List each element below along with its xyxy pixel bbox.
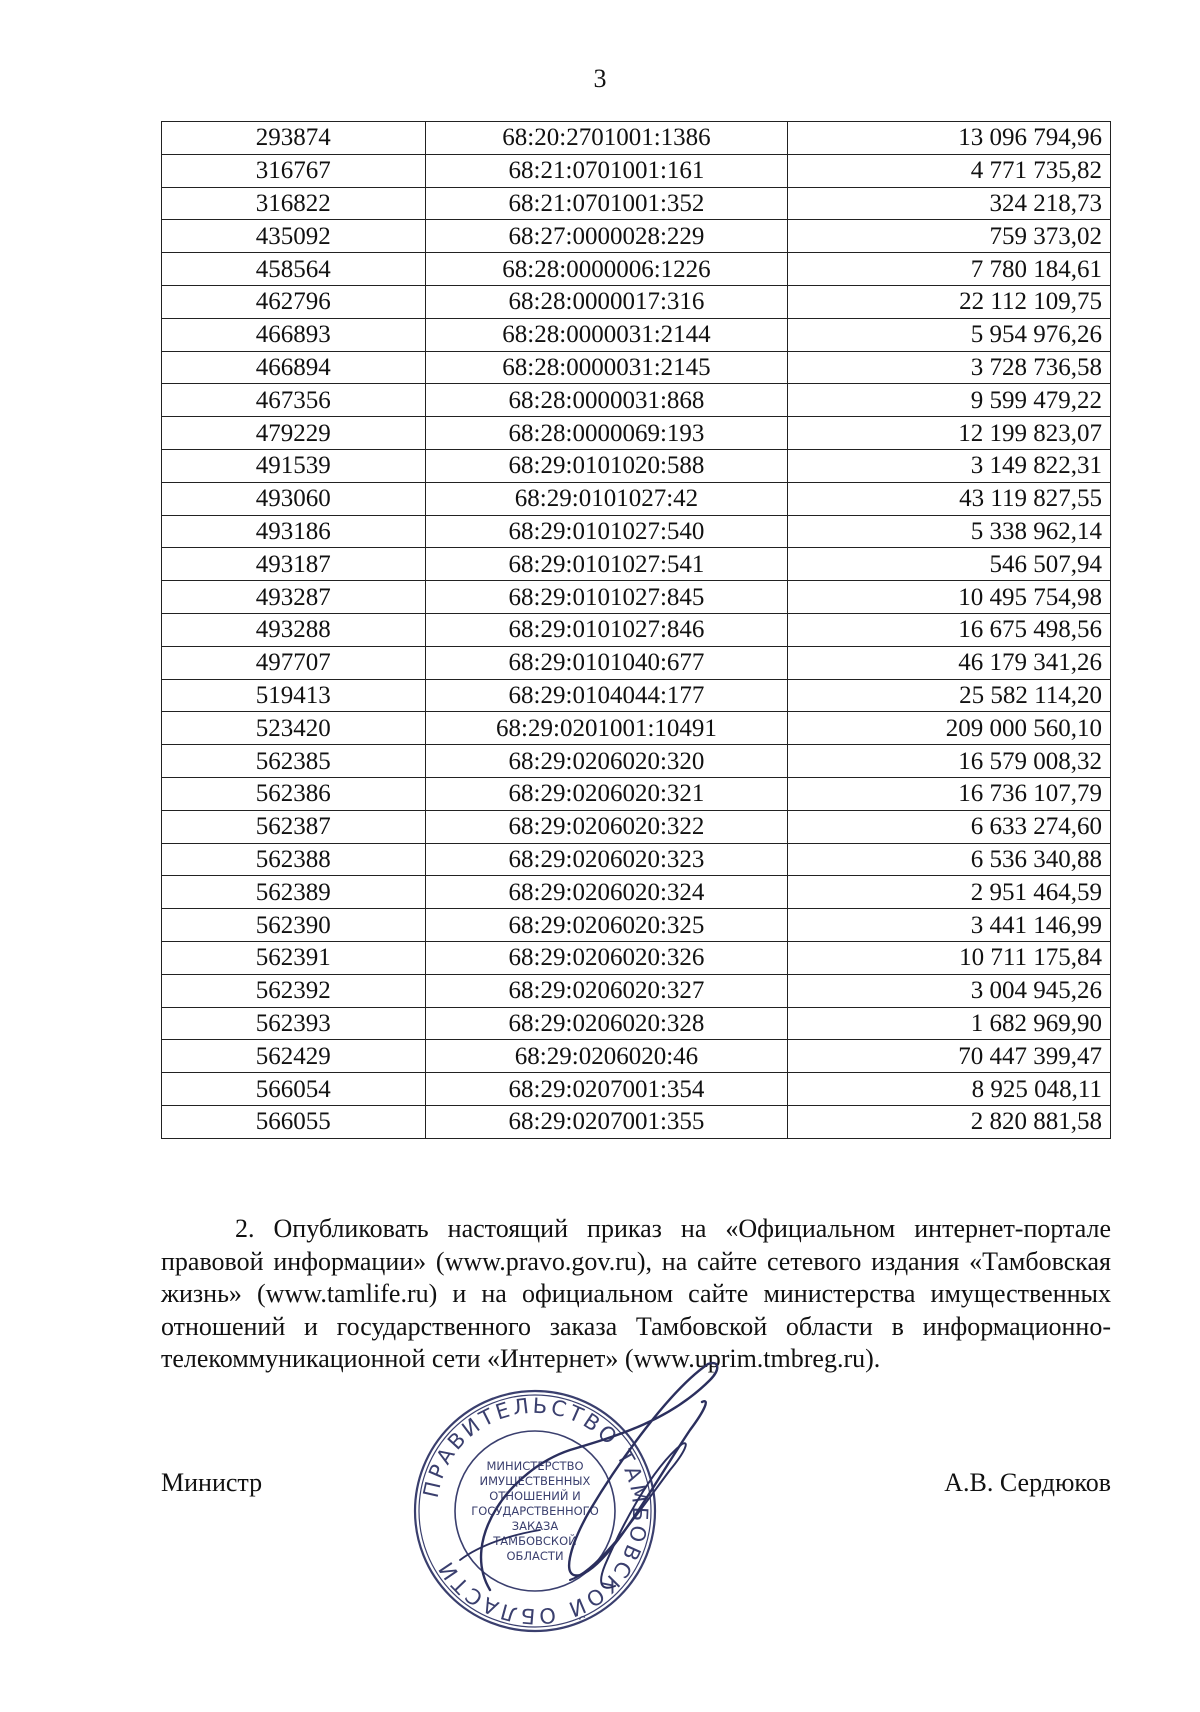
value-cell: 5 954 976,26 — [788, 318, 1111, 351]
seal-outer-text: ПРАВИТЕЛЬСТВО ТАМБОВСКОЙ ОБЛАСТИ — [418, 1393, 653, 1629]
table-row — [162, 581, 1111, 614]
seal-inner-line: ЗАКАЗА — [511, 1519, 559, 1533]
cadastral-number-cell: 68:28:0000017:316 — [425, 285, 788, 318]
table-row — [162, 220, 1111, 253]
table-row — [162, 909, 1111, 942]
object-id-cell: 493288 — [162, 613, 426, 646]
table-row — [162, 187, 1111, 220]
object-id-cell: 316822 — [162, 187, 426, 220]
seal-inner-line: ИМУЩЕСТВЕННЫХ — [479, 1474, 591, 1488]
cadastral-number-cell: 68:29:0101027:541 — [425, 548, 788, 581]
value-cell: 3 441 146,99 — [788, 909, 1111, 942]
seal-inner-line: ОТНОШЕНИЙ И — [489, 1489, 581, 1503]
object-id-cell: 458564 — [162, 253, 426, 286]
cadastral-number-cell: 68:27:0000028:229 — [425, 220, 788, 253]
table-row — [162, 154, 1111, 187]
table-row — [162, 384, 1111, 417]
table-row — [162, 318, 1111, 351]
object-id-cell: 466894 — [162, 351, 426, 384]
value-cell: 8 925 048,11 — [788, 1073, 1111, 1106]
cadastral-number-cell: 68:29:0101040:677 — [425, 646, 788, 679]
object-id-cell: 562388 — [162, 843, 426, 876]
object-id-cell: 493187 — [162, 548, 426, 581]
object-id-cell: 466893 — [162, 318, 426, 351]
object-id-cell: 293874 — [162, 122, 426, 155]
table-row — [162, 941, 1111, 974]
object-id-cell: 493060 — [162, 482, 426, 515]
seal-inner-line: ГОСУДАРСТВЕННОГО — [471, 1504, 599, 1518]
table-row — [162, 745, 1111, 778]
cadastral-number-cell: 68:28:0000031:2144 — [425, 318, 788, 351]
publication-paragraph: 2. Опубликовать настоящий приказ на «Официальном интернет-портале правовой информации» (www.pravo.gov.ru), на сайте сетевого издания «Тамбовская жизнь» (www.tamlife.ru) и на официальном сайте министерства имущественных отношений и государственного заказа Тамбовской области в информационно-телекоммуникационной сети «Интернет» (www.uprim.tmbreg.ru). — [161, 1214, 1111, 1373]
value-cell: 7 780 184,61 — [788, 253, 1111, 286]
table-row — [162, 843, 1111, 876]
handwritten-signature — [420, 1340, 780, 1640]
table-row — [162, 1007, 1111, 1040]
cadastral-number-cell: 68:28:0000031:868 — [425, 384, 788, 417]
value-cell: 16 579 008,32 — [788, 745, 1111, 778]
object-id-cell: 491539 — [162, 449, 426, 482]
table-row — [162, 548, 1111, 581]
value-cell: 3 004 945,26 — [788, 974, 1111, 1007]
table-row — [162, 417, 1111, 450]
table-row — [162, 646, 1111, 679]
object-id-cell: 562429 — [162, 1040, 426, 1073]
cadastral-number-cell: 68:29:0206020:322 — [425, 810, 788, 843]
object-id-cell: 493287 — [162, 581, 426, 614]
table-row — [162, 613, 1111, 646]
cadastral-number-cell: 68:29:0201001:10491 — [425, 712, 788, 745]
table-row — [162, 876, 1111, 909]
table-row — [162, 253, 1111, 286]
table-body — [162, 122, 1111, 1139]
cadastral-number-cell: 68:28:0000006:1226 — [425, 253, 788, 286]
cadastral-number-cell: 68:29:0101020:588 — [425, 449, 788, 482]
cadastral-number-cell: 68:29:0206020:321 — [425, 777, 788, 810]
cadastral-number-cell: 68:20:2701001:1386 — [425, 122, 788, 155]
object-id-cell: 493186 — [162, 515, 426, 548]
table-row — [162, 482, 1111, 515]
object-id-cell: 519413 — [162, 679, 426, 712]
cadastral-number-cell: 68:29:0206020:327 — [425, 974, 788, 1007]
object-id-cell: 566055 — [162, 1105, 426, 1138]
cadastral-number-cell: 68:29:0101027:42 — [425, 482, 788, 515]
object-id-cell: 462796 — [162, 285, 426, 318]
table-row — [162, 679, 1111, 712]
table-row — [162, 810, 1111, 843]
value-cell: 324 218,73 — [788, 187, 1111, 220]
object-id-cell: 467356 — [162, 384, 426, 417]
value-cell: 3 149 822,31 — [788, 449, 1111, 482]
value-cell: 13 096 794,96 — [788, 122, 1111, 155]
value-cell: 6 536 340,88 — [788, 843, 1111, 876]
table-row — [162, 285, 1111, 318]
object-id-cell: 562386 — [162, 777, 426, 810]
cadastral-table — [161, 121, 1111, 1139]
object-id-cell: 497707 — [162, 646, 426, 679]
value-cell: 10 495 754,98 — [788, 581, 1111, 614]
value-cell: 46 179 341,26 — [788, 646, 1111, 679]
value-cell: 22 112 109,75 — [788, 285, 1111, 318]
object-id-cell: 562389 — [162, 876, 426, 909]
seal-inner-line: МИНИСТЕРСТВО — [486, 1459, 584, 1473]
cadastral-number-cell: 68:29:0206020:328 — [425, 1007, 788, 1040]
value-cell: 10 711 175,84 — [788, 941, 1111, 974]
cadastral-number-cell: 68:21:0701001:352 — [425, 187, 788, 220]
cadastral-number-cell: 68:29:0207001:354 — [425, 1073, 788, 1106]
table-row — [162, 1040, 1111, 1073]
value-cell: 546 507,94 — [788, 548, 1111, 581]
object-id-cell: 562387 — [162, 810, 426, 843]
seal-inner-line: ОБЛАСТИ — [506, 1549, 564, 1563]
object-id-cell: 316767 — [162, 154, 426, 187]
value-cell: 12 199 823,07 — [788, 417, 1111, 450]
table-row — [162, 449, 1111, 482]
cadastral-number-cell: 68:29:0206020:320 — [425, 745, 788, 778]
page-number: 3 — [593, 64, 607, 93]
table-row — [162, 515, 1111, 548]
cadastral-number-cell: 68:29:0104044:177 — [425, 679, 788, 712]
value-cell: 2 951 464,59 — [788, 876, 1111, 909]
object-id-cell: 562390 — [162, 909, 426, 942]
cadastral-number-cell: 68:29:0101027:540 — [425, 515, 788, 548]
value-cell: 9 599 479,22 — [788, 384, 1111, 417]
seal-inner-line: ТАМБОВСКОЙ — [493, 1534, 577, 1548]
object-id-cell: 562392 — [162, 974, 426, 1007]
object-id-cell: 523420 — [162, 712, 426, 745]
value-cell: 4 771 735,82 — [788, 154, 1111, 187]
cadastral-number-cell: 68:29:0206020:326 — [425, 941, 788, 974]
value-cell: 209 000 560,10 — [788, 712, 1111, 745]
value-cell: 1 682 969,90 — [788, 1007, 1111, 1040]
value-cell: 43 119 827,55 — [788, 482, 1111, 515]
cadastral-number-cell: 68:29:0207001:355 — [425, 1105, 788, 1138]
cadastral-number-cell: 68:29:0206020:323 — [425, 843, 788, 876]
value-cell: 25 582 114,20 — [788, 679, 1111, 712]
object-id-cell: 479229 — [162, 417, 426, 450]
value-cell: 759 373,02 — [788, 220, 1111, 253]
table-row — [162, 1073, 1111, 1106]
table-row — [162, 712, 1111, 745]
cadastral-number-cell: 68:29:0206020:324 — [425, 876, 788, 909]
object-id-cell: 562393 — [162, 1007, 426, 1040]
object-id-cell: 566054 — [162, 1073, 426, 1106]
cadastral-number-cell: 68:28:0000031:2145 — [425, 351, 788, 384]
value-cell: 70 447 399,47 — [788, 1040, 1111, 1073]
table-row — [162, 777, 1111, 810]
value-cell: 16 675 498,56 — [788, 613, 1111, 646]
value-cell: 3 728 736,58 — [788, 351, 1111, 384]
table-row — [162, 351, 1111, 384]
cadastral-number-cell: 68:21:0701001:161 — [425, 154, 788, 187]
cadastral-number-cell: 68:29:0206020:46 — [425, 1040, 788, 1073]
object-id-cell: 562391 — [162, 941, 426, 974]
table-row — [162, 1105, 1111, 1138]
value-cell: 5 338 962,14 — [788, 515, 1111, 548]
object-id-cell: 435092 — [162, 220, 426, 253]
table-row — [162, 974, 1111, 1007]
value-cell: 16 736 107,79 — [788, 777, 1111, 810]
table-row — [162, 122, 1111, 155]
cadastral-number-cell: 68:29:0101027:845 — [425, 581, 788, 614]
cadastral-number-cell: 68:29:0101027:846 — [425, 613, 788, 646]
cadastral-number-cell: 68:29:0206020:325 — [425, 909, 788, 942]
position-title: Министр — [161, 1468, 263, 1497]
cadastral-number-cell: 68:28:0000069:193 — [425, 417, 788, 450]
signatory-name: А.В. Сердюков — [944, 1468, 1111, 1497]
value-cell: 2 820 881,58 — [788, 1105, 1111, 1138]
value-cell: 6 633 274,60 — [788, 810, 1111, 843]
object-id-cell: 562385 — [162, 745, 426, 778]
